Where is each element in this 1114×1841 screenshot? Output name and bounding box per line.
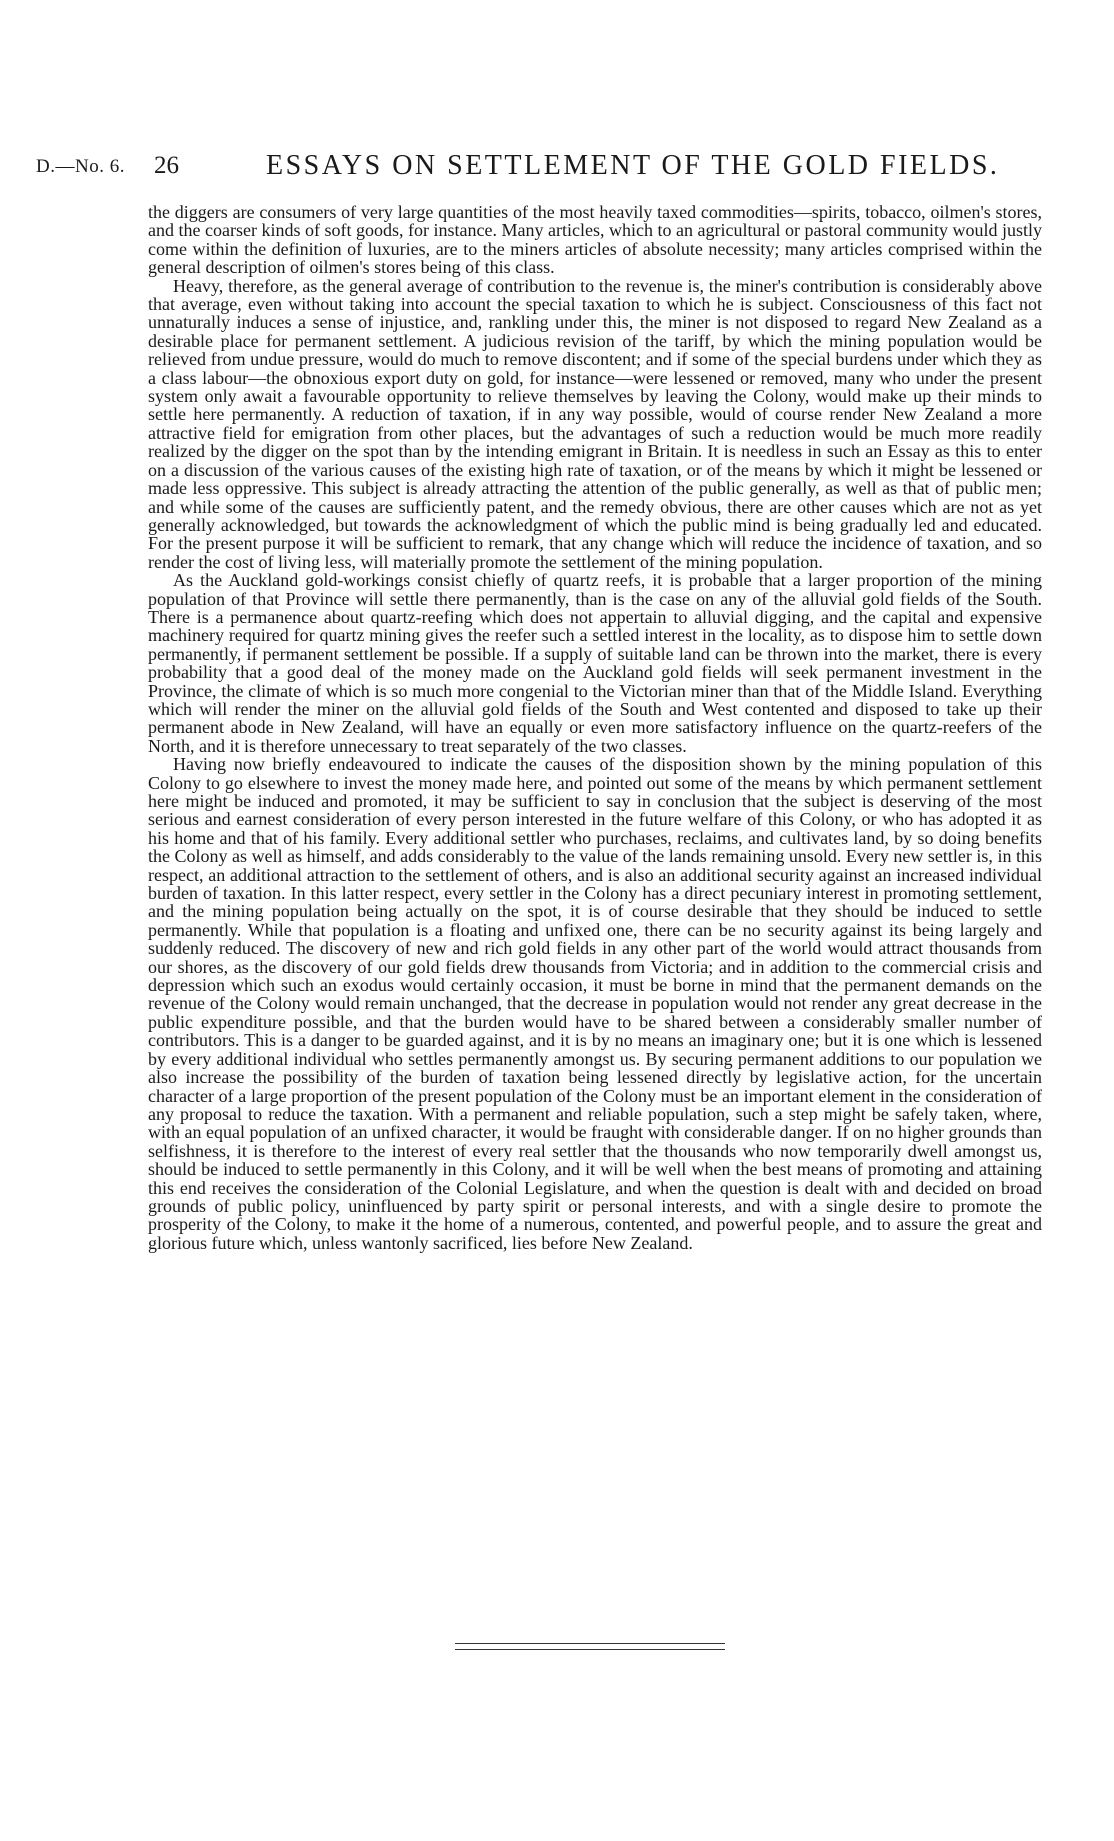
paragraph: Having now briefly endeavoured to indicate the causes of the disposition shown by the mining population of this Colony to go elsewhere to invest the money made here, and pointed out some of the means by which permanent settlement here might be induced and promoted, it may be sufficient to say in conclusion that the subject is deserving of the most serious and earnest consideration of every person interested in the future welfare of this Colony, or who has adopted it as his home and that of his family. Every additional settler who purchases, reclaims, and cultivates land, by so doing benefits the Colony as well as himself, and adds considerably to the value of the lands remaining unsold. Every new settler is, in this respect, an additional attraction to the settlement of others, and is also an additional security against an increased individual burden of taxation. In this latter respect, every settler in the Colony has a direct pecuniary interest in promoting settlement, and the mining population being actually on the spot, it is of course desirable that they should be induced to settle permanently. While that population is a floating and unfixed one, there can be no security against its being largely and suddenly reduced. The discovery of new and rich gold fields in any other part of the world would attract thousands from our shores, as the discovery of our gold fields drew thousands from Victoria; and in addition to the commercial crisis and depression which such an exodus would certainly occasion, it must be borne in mind that the permanent demands on the revenue of the Colony would remain unchanged, that the decrease in population would not render any great decrease in the public expenditure possible, and that the burden would have to be shared between a considerably smaller number of contributors. This is a danger to be guarded against, and it is by no means an imaginary one; but it is one which is lessened by every additional individual who settles permanently amongst us. By securing permanent additions to our population we also increase the possibility of the burden of taxation being lessened directly by legislative action, for the uncertain character of a large proportion of the present population of the Colony must be an important element in the consideration of any proposal to reduce the taxation. With a permanent and reliable population, such a step might be safely taken, where, with an equal population of an unfixed character, it would be fraught with considerable danger. If on no higher grounds than selfishness, it is therefore to the interest of every real settler that the thousands who now temporarily dwell amongst us, should be induced to settle permanently in this Colony, and it will be well when the best means of promoting and attaining this end receives the consideration of the Colonial Legislature, and when the question is dealt with and decided on broad grounds of public policy, uninfluenced by party spirit or personal interests, and with a single desire to promote the prosperity of the Colony, to make it the home of a numerous, contented, and powerful people, and to assure the great and glorious future which, unless wantonly sacrificed, lies before New Zealand. bbox=[148, 754, 1043, 1253]
document-reference: D.—No. 6. bbox=[36, 156, 125, 177]
page-number: 26 bbox=[154, 152, 179, 179]
page-header bbox=[36, 150, 1086, 180]
running-title: ESSAYS ON SETTLEMENT OF THE GOLD FIELDS. bbox=[266, 150, 1000, 181]
body-text bbox=[148, 203, 1042, 1252]
paragraph: the diggers are consumers of very large quantities of the most heavily taxed commodities—spirits, tobacco, oilmen's stores, and the coarser kinds of soft goods, for instance. Many articles, which to an agricultural or pastoral community would justly come within the definition of luxuries, are to the miners articles of absolute necessity; many articles comprised within the general description of oilmen's stores being of this class. bbox=[148, 202, 1042, 278]
paragraph: As the Auckland gold-workings consist chiefly of quartz reefs, it is probable that a larger proportion of the mining population of that Province will settle there permanently, than is the case on any of the alluvial gold fields of the South. There is a permanence about quartz-reefing which does not appertain to alluvial digging, and the capital and expensive machinery required for quartz mining gives the reefer such a settled interest in the locality, as to dispose him to settle down permanently, if permanent settlement be possible. If a supply of suitable land can be thrown into the market, there is every probability that a good deal of the money made on the Auckland gold fields will seek permanent investment in the Province, the climate of which is so much more congenial to the Victorian miner than that of the Middle Island. Everything which will render the miner on the alluvial gold fields of the South and West contented and disposed to take up their permanent abode in New Zealand, will have an equally or even more satisfactory influence on the quartz-reefers of the North, and it is therefore unnecessary to treat separately of the two classes. bbox=[148, 570, 1042, 756]
paragraph: Heavy, therefore, as the general average of contribution to the revenue is, the miner's contribution is considerably above that average, even without taking into account the special taxation to which he is subject. Consciousness of this fact not unnaturally induces a sense of injustice, and, rankling under this, the miner is not disposed to regard New Zealand as a desirable place for permanent settlement. A judicious revision of the tariff, by which the mining population would be relieved from undue pressure, would do much to remove discontent; and if some of the special burdens under which they as a class labour—the obnoxious export duty on gold, for instance—were lessened or removed, many who under the present system only await a favourable opportunity to relieve themselves by leaving the Colony, would make up their minds to settle here permanently. A reduction of taxation, if in any way possible, would of course render New Zealand a more attractive field for emigration from other places, but the advantages of such a reduction would be much more readily realized by the digger on the spot than by the intending emigrant in Britain. It is needless in such an Essay as this to enter on a discussion of the various causes of the existing high rate of taxation, or of the means by which it might be lessened or made less oppressive. This subject is already attracting the attention of the public generally, as well as that of public men; and while some of the causes are sufficiently patent, and the remedy obvious, there are other causes which are not as yet generally acknowledged, but towards the acknowledgment of which the public mind is being gradually led and educated. For the present purpose it will be sufficient to remark, that any change which will reduce the incidence of taxation, and so render the cost of living less, will materially promote the settlement of the mining population. bbox=[148, 275, 1042, 572]
closing-double-rule bbox=[455, 1643, 725, 1650]
